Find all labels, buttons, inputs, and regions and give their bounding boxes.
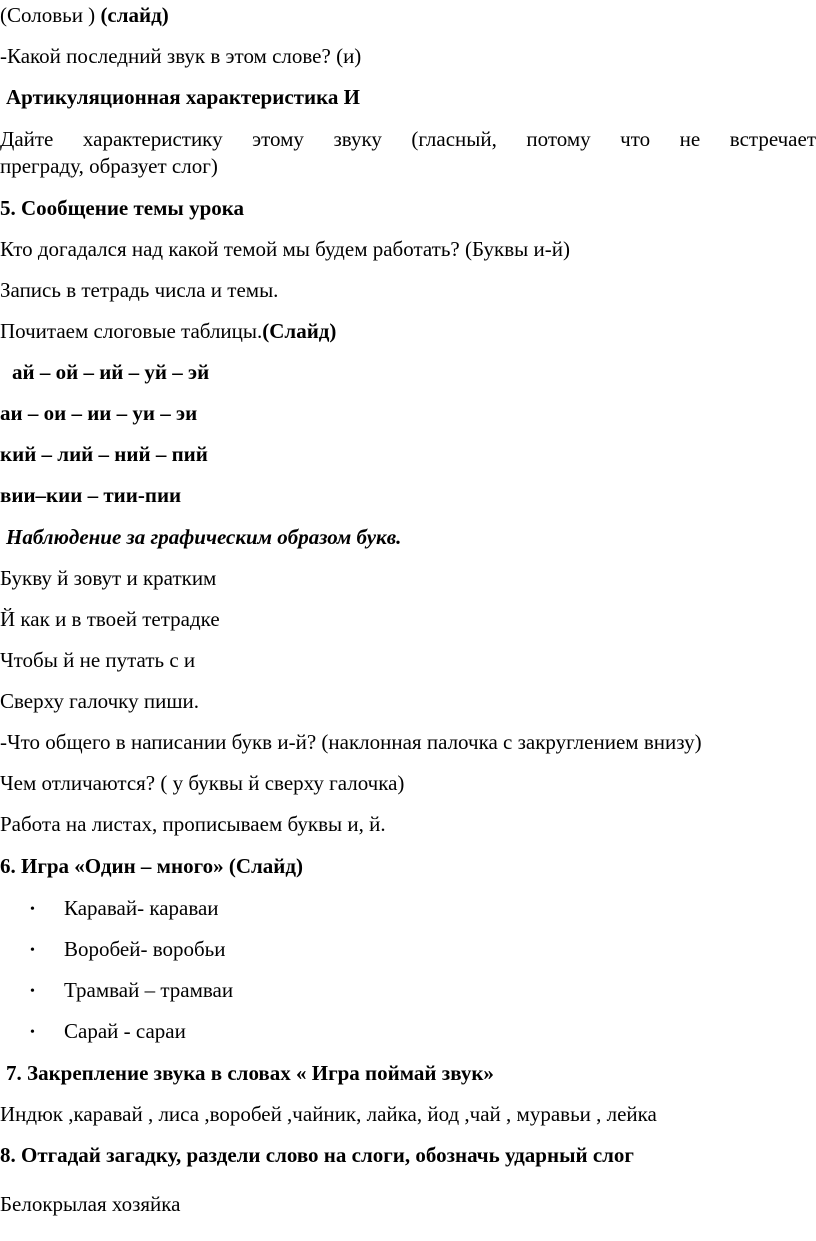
notebook-note: Запись в тетрадь числа и темы.	[0, 278, 279, 302]
list-item	[30, 977, 233, 1005]
bullet-icon: •	[30, 902, 35, 917]
paragraph-characteristic-line2: преграду, образует слог)	[0, 154, 218, 178]
heading-section-5: 5. Сообщение темы урока	[0, 196, 245, 220]
word-list: Индюк ,каравай , лиса ,воробей ,чайник, лайка, йод ,чай , муравьи , лейка	[0, 1102, 657, 1126]
question-topic: Кто догадался над какой темой мы будем работать? (Буквы и-й)	[0, 237, 570, 261]
bullet-icon: •	[30, 1025, 35, 1040]
heading-observation: Наблюдение за графическим образом букв.	[6, 525, 402, 549]
question-common: -Что общего в написании букв и-й? (наклонная палочка с закруглением внизу)	[0, 730, 702, 754]
heading-section-6: 6. Игра «Один – много» (Слайд)	[0, 854, 304, 878]
slide-marker: (слайд)	[100, 3, 169, 27]
list-item	[30, 1018, 186, 1046]
list-item-text: Воробей- воробьи	[64, 937, 226, 961]
heading-section-8: 8. Отгадай загадку, раздели слово на слоги, обозначь ударный слог	[0, 1143, 634, 1167]
riddle-line: Белокрылая хозяйка	[0, 1192, 181, 1216]
poem-line-2: Й как и в твоей тетрадке	[0, 607, 220, 631]
syllable-row-4: вии–кии – тии-пии	[0, 483, 182, 507]
paragraph-characteristic-line1: Дайте характеристику этому звуку (гласный, потому что не встречает	[0, 127, 816, 151]
line-solovyi-text: (Соловьи )	[0, 3, 101, 27]
syllable-tables-text: Почитаем слоговые таблицы.	[0, 319, 263, 343]
line-solovyi	[0, 2, 169, 28]
list-item	[30, 895, 219, 923]
syllable-row-1: ай – ой – ий – уй – эй	[12, 360, 210, 384]
heading-section-7: 7. Закрепление звука в словах « Игра поймай звук»	[6, 1061, 494, 1085]
syllable-tables-line	[0, 318, 336, 344]
worksheet-note: Работа на листах, прописываем буквы и, й.	[0, 812, 386, 836]
list-item-text: Сарай - сараи	[64, 1019, 186, 1043]
question-difference: Чем отличаются? ( у буквы й сверху галочка)	[0, 771, 405, 795]
heading-articulation: Артикуляционная характеристика И	[6, 85, 360, 109]
poem-line-1: Букву й зовут и кратким	[0, 566, 217, 590]
poem-line-3: Чтобы й не путать с и	[0, 648, 196, 672]
poem-line-4: Сверху галочку пиши.	[0, 689, 199, 713]
syllable-row-3: кий – лий – ний – пий	[0, 442, 208, 466]
list-item-text: Каравай- караваи	[64, 896, 219, 920]
bullet-icon: •	[30, 984, 35, 999]
question-last-sound: -Какой последний звук в этом слове? (и)	[0, 44, 362, 68]
slide-marker-2: (Слайд)	[262, 319, 337, 343]
bullet-icon: •	[30, 943, 35, 958]
list-item	[30, 936, 226, 964]
list-item-text: Трамвай – трамваи	[64, 978, 234, 1002]
syllable-row-2: аи – ои – ии – уи – эи	[0, 401, 198, 425]
